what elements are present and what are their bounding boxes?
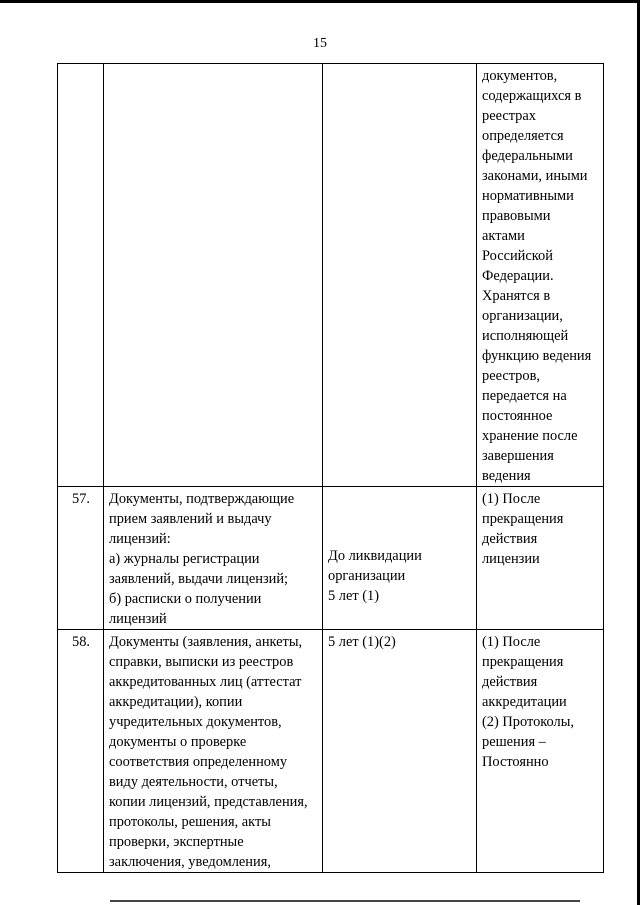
note-line: реестрах xyxy=(482,108,536,124)
document-text xyxy=(109,632,318,872)
document-line: Документы, подтверждающие xyxy=(109,491,295,507)
note-line: хранение после xyxy=(482,428,578,444)
scan-edge-bottom xyxy=(110,900,580,902)
note-line: лицензии xyxy=(482,551,540,567)
note-line: прекращения xyxy=(482,654,564,670)
document-line: соответствия определенному xyxy=(109,754,288,770)
note-line: федеральными xyxy=(482,148,573,164)
document-line: прием заявлений и выдачу xyxy=(109,511,272,527)
document-cell xyxy=(104,64,323,487)
note-line: актами xyxy=(482,228,525,244)
note-line: документов, xyxy=(482,68,558,84)
document-line: б) расписки о получении xyxy=(109,591,262,607)
term-text xyxy=(328,546,472,606)
note-line: определяется xyxy=(482,128,564,144)
document-text xyxy=(109,489,318,629)
note-line: правовыми xyxy=(482,208,551,224)
term-line: До ликвидации xyxy=(328,548,422,564)
document-line: Документы (заявления, анкеты, xyxy=(109,634,303,650)
document-line: проверки, экспертные xyxy=(109,834,244,850)
retention-term-cell xyxy=(323,64,477,487)
document-line: протоколы, решения, акты xyxy=(109,814,271,830)
table-row xyxy=(58,630,604,873)
document-line: учредительных документов, xyxy=(109,714,282,730)
document-line: заявлений, выдачи лицензий; xyxy=(109,571,289,587)
note-line: действия xyxy=(482,674,538,690)
note-text xyxy=(482,66,599,486)
note-line: (1) После xyxy=(482,634,541,650)
document-table xyxy=(57,63,604,873)
note-line: Постоянно xyxy=(482,754,549,770)
row-number-cell xyxy=(58,630,104,873)
row-number-cell xyxy=(58,64,104,487)
document-line: а) журналы регистрации xyxy=(109,551,260,567)
table-row xyxy=(58,64,604,487)
note-cell xyxy=(477,64,604,487)
document-line: заключения, уведомления, xyxy=(109,854,271,870)
note-line: нормативными xyxy=(482,188,574,204)
document-line: лицензий: xyxy=(109,531,171,547)
note-line: (1) После xyxy=(482,491,541,507)
note-line: действия xyxy=(482,531,538,547)
document-line: копии лицензий, представления, xyxy=(109,794,308,810)
document-cell xyxy=(104,630,323,873)
note-line: аккредитации xyxy=(482,694,567,710)
note-line: (2) Протоколы, xyxy=(482,714,574,730)
row-number: 57. xyxy=(72,491,90,507)
term-line: 5 лет (1) xyxy=(328,588,380,604)
row-number: 58. xyxy=(72,634,90,650)
document-line: виду деятельности, отчеты, xyxy=(109,774,278,790)
note-cell xyxy=(477,630,604,873)
document-cell xyxy=(104,487,323,630)
term-line: организации xyxy=(328,568,406,584)
note-cell xyxy=(477,487,604,630)
row-number-cell xyxy=(58,487,104,630)
document-line: справки, выписки из реестров xyxy=(109,654,294,670)
note-line: исполняющей xyxy=(482,328,569,344)
note-line: решения – xyxy=(482,734,546,750)
note-line: передается на xyxy=(482,388,567,404)
page-number: 15 xyxy=(313,36,327,51)
note-line: ведения xyxy=(482,468,531,484)
note-line: реестров, xyxy=(482,368,540,384)
note-line: прекращения xyxy=(482,511,564,527)
retention-term-cell xyxy=(323,487,477,630)
table-body xyxy=(58,64,604,873)
term-line: 5 лет (1)(2) xyxy=(328,634,396,650)
note-text xyxy=(482,489,599,569)
note-line: Российской xyxy=(482,248,553,264)
note-line: постоянное xyxy=(482,408,553,424)
note-line: завершения xyxy=(482,448,554,464)
note-line: законами, иными xyxy=(482,168,588,184)
scan-edge-top xyxy=(0,0,640,3)
note-line: организации, xyxy=(482,308,563,324)
note-text xyxy=(482,632,599,772)
term-text xyxy=(328,632,472,652)
note-line: функцию ведения xyxy=(482,348,592,364)
document-line: аккредитованных лиц (аттестат xyxy=(109,674,302,690)
note-line: содержащихся в xyxy=(482,88,582,104)
table-row xyxy=(58,487,604,630)
note-line: Хранятся в xyxy=(482,288,551,304)
retention-term-cell xyxy=(323,630,477,873)
document-line: документы о проверке xyxy=(109,734,247,750)
document-line: лицензий xyxy=(109,611,167,627)
note-line: Федерации. xyxy=(482,268,554,284)
term-spacer xyxy=(328,489,472,546)
document-line: аккредитации), копии xyxy=(109,694,243,710)
